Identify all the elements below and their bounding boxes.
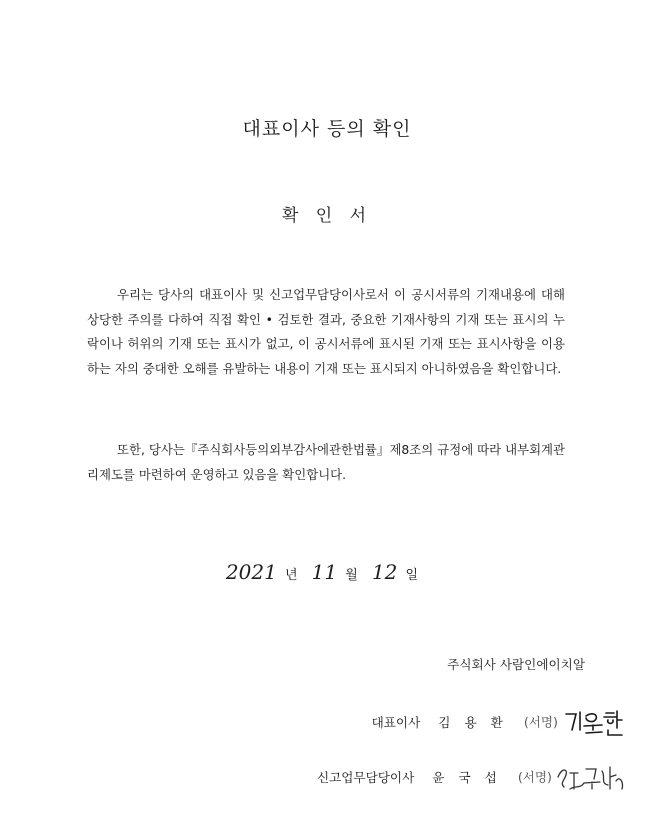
- document-title: 대표이사 등의 확인: [242, 118, 412, 140]
- handwritten-signature-director: [556, 763, 626, 793]
- date-year-unit: 년: [284, 568, 298, 583]
- signature-mark: (서명): [523, 714, 558, 730]
- date-month: 11: [311, 560, 338, 584]
- date-month-unit: 월: [345, 568, 358, 583]
- company-name: 주식회사 사람인에이치알: [447, 657, 585, 672]
- date-day-unit: 일: [405, 568, 419, 583]
- signatory-role: 신고업무담당이사: [316, 769, 415, 785]
- signatory-name: 윤 국 섭: [432, 769, 502, 785]
- confirmation-paragraph: 우리는 당사의 대표이사 및 신고업무담당이사로서 이 공시서류의 기재내용에 대해 상당한 주의를 다하여 직접 확인 • 검토한 결과, 중요한 기재사항의 기재 또는 표시의 누락이나 허위의 기재 또는 표시가 없고, 이 공시서류에 표시된 기재 또는 표시사항을 이용하는 자의 중대한 오해를 유발하는 내용이 기재 또는 표시되지 아니하였음을 확인합니다.: [87, 287, 565, 376]
- internal-control-paragraph: 또한, 당사는『주식회사등의외부감사에관한법률』제8조의 규정에 따라 내부회계관리제도를 마련하여 운영하고 있음을 확인합니다.: [87, 442, 565, 482]
- signatory-reporting-director: [317, 763, 626, 793]
- date-day: 12: [371, 560, 398, 584]
- signatory-role: 대표이사: [371, 714, 421, 730]
- signature-mark: (서명): [517, 769, 552, 785]
- document-subtitle: 확 인 서: [281, 206, 373, 226]
- signatory-name: 김 용 환: [438, 714, 508, 730]
- handwritten-signature-ceo: [562, 708, 626, 738]
- date-year: 2021: [225, 560, 277, 584]
- signatory-ceo: [372, 708, 626, 738]
- signing-date: [0, 560, 654, 584]
